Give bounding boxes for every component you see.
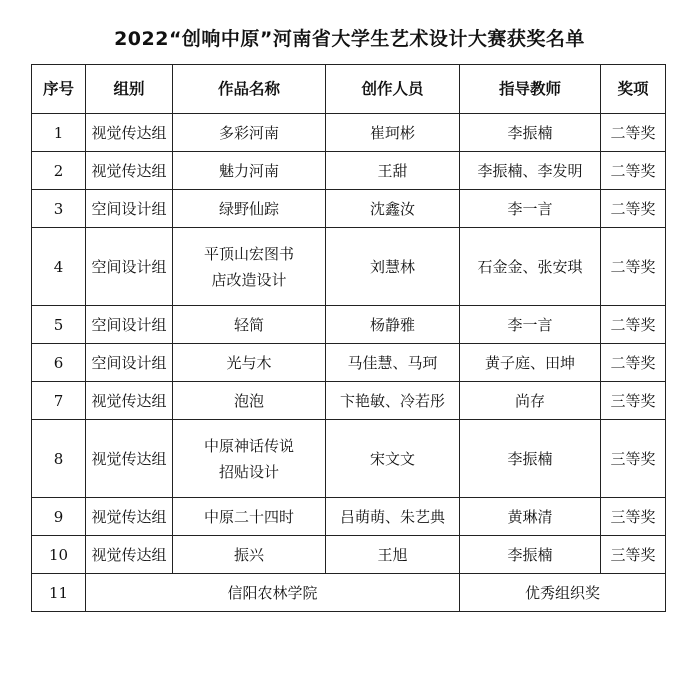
cell-creators: 卞艳敏、冷若彤 [326,382,460,420]
cell-award: 三等奖 [601,498,666,536]
cell-work [173,306,326,344]
header-work: 作品名称 [173,65,326,114]
cell-work [173,498,326,536]
cell-number: 3 [32,190,86,228]
header-group: 组别 [86,65,173,114]
cell-number: 10 [32,536,86,574]
work-title-line: 多彩河南 [218,123,279,142]
cell-work [173,228,326,306]
cell-work [173,344,326,382]
table-row [32,114,666,152]
cell-group: 视觉传达组 [86,420,173,498]
table-row [32,498,666,536]
cell-number: 2 [32,152,86,190]
table-row [32,536,666,574]
work-title-line: 魅力河南 [218,161,279,180]
work-title-line: 中原神话传说 [203,436,294,455]
work-title-line: 绿野仙踪 [218,199,279,218]
cell-award: 二等奖 [601,114,666,152]
cell-award: 二等奖 [601,306,666,344]
cell-number: 7 [32,382,86,420]
cell-number: 4 [32,228,86,306]
award-table [31,64,666,612]
cell-group: 空间设计组 [86,306,173,344]
cell-school: 信阳农林学院 [86,574,460,612]
table-row [32,344,666,382]
cell-creators: 马佳慧、马珂 [326,344,460,382]
header-row [32,65,666,114]
cell-number: 5 [32,306,86,344]
cell-work [173,382,326,420]
cell-advisors: 黄琳清 [460,498,601,536]
table-row [32,306,666,344]
work-title-line: 招贴设计 [218,462,279,481]
header-number: 序号 [32,65,86,114]
cell-advisors: 石金金、张安琪 [460,228,601,306]
cell-advisors: 李振楠 [460,114,601,152]
cell-award: 二等奖 [601,190,666,228]
cell-creators: 刘慧林 [326,228,460,306]
work-title-line: 平顶山宏图书 [203,244,294,263]
cell-number: 11 [32,574,86,612]
cell-footer-award: 优秀组织奖 [460,574,666,612]
cell-award: 三等奖 [601,420,666,498]
cell-award: 三等奖 [601,536,666,574]
cell-work [173,190,326,228]
header-award: 奖项 [601,65,666,114]
work-title-line: 轻简 [233,315,264,334]
cell-number: 8 [32,420,86,498]
cell-number: 6 [32,344,86,382]
cell-group: 空间设计组 [86,344,173,382]
table-row [32,420,666,498]
cell-work [173,420,326,498]
cell-advisors: 黄子庭、田坤 [460,344,601,382]
cell-advisors: 李一言 [460,306,601,344]
cell-group: 空间设计组 [86,190,173,228]
table-row [32,190,666,228]
cell-advisors: 尚存 [460,382,601,420]
cell-advisors: 李一言 [460,190,601,228]
work-title-line: 光与木 [226,353,272,372]
work-title-line: 振兴 [233,545,264,564]
cell-advisors: 李振楠 [460,536,601,574]
cell-number: 9 [32,498,86,536]
table-row [32,152,666,190]
cell-creators: 王甜 [326,152,460,190]
cell-group: 空间设计组 [86,228,173,306]
page-title: 2022“创响中原”河南省大学生艺术设计大赛获奖名单 [114,28,585,50]
cell-award: 三等奖 [601,382,666,420]
cell-group: 视觉传达组 [86,114,173,152]
cell-creators: 宋文文 [326,420,460,498]
header-creators: 创作人员 [326,65,460,114]
cell-award: 二等奖 [601,152,666,190]
cell-creators: 王旭 [326,536,460,574]
cell-award: 二等奖 [601,228,666,306]
cell-group: 视觉传达组 [86,382,173,420]
footer-row [32,574,666,612]
cell-creators: 崔珂彬 [326,114,460,152]
work-title-line: 中原二十四时 [203,507,294,526]
header-advisors: 指导教师 [460,65,601,114]
cell-advisors: 李振楠 [460,420,601,498]
table-row [32,382,666,420]
cell-award: 二等奖 [601,344,666,382]
cell-creators: 沈鑫汝 [326,190,460,228]
cell-group: 视觉传达组 [86,536,173,574]
cell-work [173,536,326,574]
cell-number: 1 [32,114,86,152]
cell-work [173,152,326,190]
cell-creators: 杨静雅 [326,306,460,344]
cell-group: 视觉传达组 [86,498,173,536]
work-title-line: 店改造设计 [211,270,287,289]
cell-advisors: 李振楠、李发明 [460,152,601,190]
cell-creators: 吕萌萌、朱艺典 [326,498,460,536]
cell-work [173,114,326,152]
work-title-line: 泡泡 [233,391,264,410]
table-row [32,228,666,306]
cell-group: 视觉传达组 [86,152,173,190]
